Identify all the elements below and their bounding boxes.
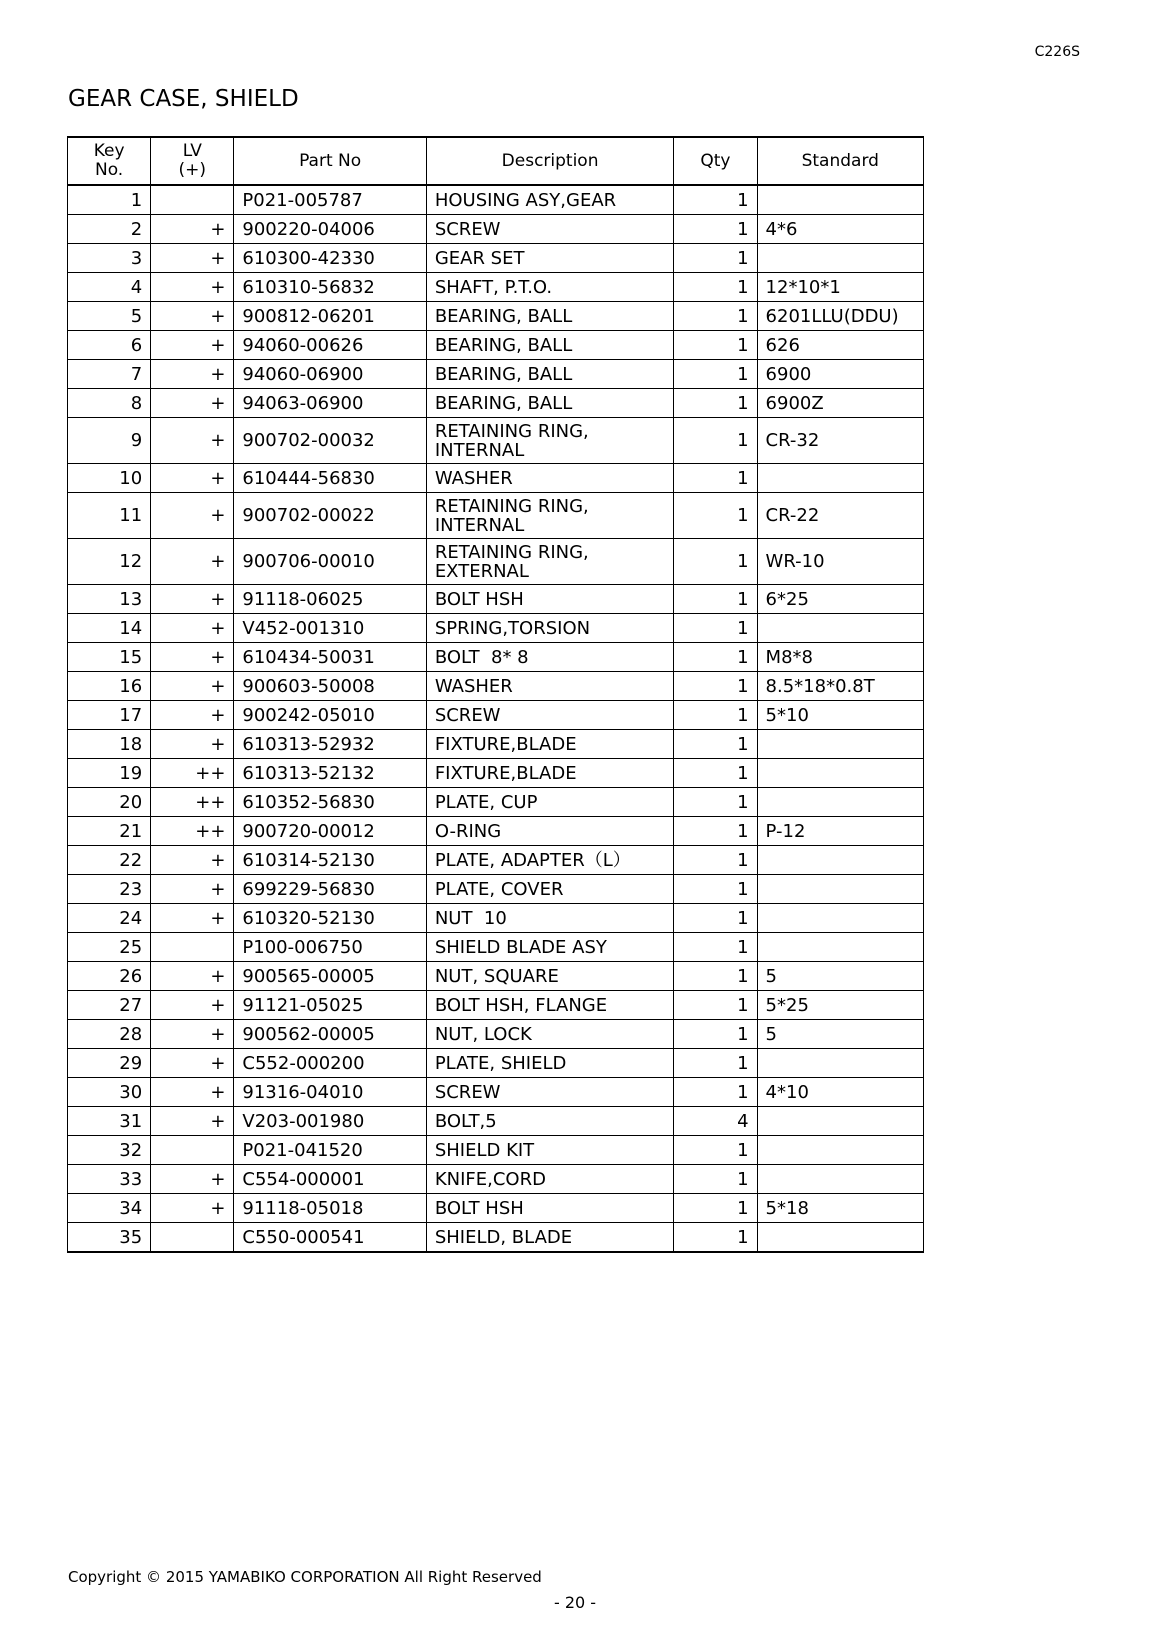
cell-lv: + [151, 1049, 234, 1078]
cell-key-no: 18 [68, 730, 151, 759]
cell-standard [757, 904, 923, 933]
cell-key-no: 35 [68, 1223, 151, 1253]
cell-qty: 1 [674, 1049, 757, 1078]
cell-description: PLATE, CUP [426, 788, 674, 817]
table-row [68, 788, 924, 817]
table-row [68, 539, 924, 585]
parts-table-body [68, 185, 924, 1252]
cell-key-no: 12 [68, 539, 151, 585]
cell-lv: + [151, 846, 234, 875]
cell-standard: 5 [757, 1020, 923, 1049]
cell-lv: ++ [151, 759, 234, 788]
cell-lv: + [151, 1020, 234, 1049]
cell-key-no: 1 [68, 185, 151, 215]
cell-key-no: 33 [68, 1165, 151, 1194]
table-row [68, 759, 924, 788]
cell-part-no: 91118-06025 [234, 585, 426, 614]
cell-lv: + [151, 418, 234, 464]
cell-lv: + [151, 614, 234, 643]
table-row [68, 493, 924, 539]
cell-lv: + [151, 875, 234, 904]
cell-qty: 1 [674, 730, 757, 759]
cell-lv [151, 185, 234, 215]
cell-description: KNIFE,CORD [426, 1165, 674, 1194]
cell-standard [757, 244, 923, 273]
cell-qty: 1 [674, 788, 757, 817]
cell-lv [151, 933, 234, 962]
table-row [68, 1165, 924, 1194]
cell-standard: 4*6 [757, 215, 923, 244]
cell-part-no: 91316-04010 [234, 1078, 426, 1107]
cell-qty: 1 [674, 215, 757, 244]
table-row [68, 875, 924, 904]
cell-part-no: 91121-05025 [234, 991, 426, 1020]
table-row [68, 1136, 924, 1165]
cell-qty: 1 [674, 464, 757, 493]
table-row [68, 360, 924, 389]
cell-key-no: 4 [68, 273, 151, 302]
cell-part-no: 610313-52132 [234, 759, 426, 788]
cell-standard: CR-22 [757, 493, 923, 539]
cell-qty: 1 [674, 360, 757, 389]
table-row [68, 962, 924, 991]
cell-lv: + [151, 331, 234, 360]
cell-key-no: 6 [68, 331, 151, 360]
cell-standard [757, 185, 923, 215]
cell-key-no: 31 [68, 1107, 151, 1136]
cell-part-no: 610300-42330 [234, 244, 426, 273]
table-row [68, 614, 924, 643]
cell-key-no: 7 [68, 360, 151, 389]
cell-qty: 1 [674, 933, 757, 962]
cell-standard [757, 875, 923, 904]
cell-description: GEAR SET [426, 244, 674, 273]
cell-description: NUT 10 [426, 904, 674, 933]
cell-qty: 1 [674, 585, 757, 614]
cell-key-no: 29 [68, 1049, 151, 1078]
cell-part-no: 610434-50031 [234, 643, 426, 672]
cell-standard: P-12 [757, 817, 923, 846]
cell-description: RETAINING RING, INTERNAL [426, 493, 674, 539]
cell-standard: 6900 [757, 360, 923, 389]
cell-lv: + [151, 464, 234, 493]
table-row [68, 331, 924, 360]
parts-table [67, 136, 924, 1253]
cell-description: NUT, SQUARE [426, 962, 674, 991]
cell-description: WASHER [426, 672, 674, 701]
cell-part-no: 610313-52932 [234, 730, 426, 759]
cell-description: SHIELD KIT [426, 1136, 674, 1165]
cell-lv: + [151, 493, 234, 539]
table-row [68, 389, 924, 418]
cell-qty: 1 [674, 904, 757, 933]
cell-part-no: 610352-56830 [234, 788, 426, 817]
table-row [68, 1107, 924, 1136]
cell-key-no: 21 [68, 817, 151, 846]
cell-description: NUT, LOCK [426, 1020, 674, 1049]
cell-lv: + [151, 730, 234, 759]
cell-standard: 5 [757, 962, 923, 991]
cell-part-no: 610310-56832 [234, 273, 426, 302]
cell-qty: 1 [674, 185, 757, 215]
cell-lv: + [151, 1107, 234, 1136]
cell-part-no: 900565-00005 [234, 962, 426, 991]
cell-key-no: 2 [68, 215, 151, 244]
header-qty: Qty [674, 137, 757, 185]
cell-key-no: 30 [68, 1078, 151, 1107]
table-row [68, 643, 924, 672]
cell-qty: 1 [674, 418, 757, 464]
cell-part-no: 91118-05018 [234, 1194, 426, 1223]
cell-part-no: 94060-06900 [234, 360, 426, 389]
cell-standard: CR-32 [757, 418, 923, 464]
cell-description: PLATE, SHIELD [426, 1049, 674, 1078]
cell-part-no: 900720-00012 [234, 817, 426, 846]
cell-description: PLATE, ADAPTER（L） [426, 846, 674, 875]
cell-standard [757, 846, 923, 875]
cell-standard [757, 759, 923, 788]
cell-part-no: V452-001310 [234, 614, 426, 643]
cell-standard [757, 1165, 923, 1194]
cell-standard: 5*25 [757, 991, 923, 1020]
cell-description: BEARING, BALL [426, 331, 674, 360]
table-row [68, 1194, 924, 1223]
cell-key-no: 23 [68, 875, 151, 904]
cell-qty: 1 [674, 1020, 757, 1049]
cell-qty: 1 [674, 244, 757, 273]
cell-key-no: 32 [68, 1136, 151, 1165]
cell-qty: 1 [674, 875, 757, 904]
header-lv: LV (+) [151, 137, 234, 185]
cell-standard: 6900Z [757, 389, 923, 418]
cell-standard: 626 [757, 331, 923, 360]
cell-description: PLATE, COVER [426, 875, 674, 904]
cell-lv: + [151, 539, 234, 585]
cell-qty: 1 [674, 1078, 757, 1107]
cell-standard [757, 614, 923, 643]
cell-standard: WR-10 [757, 539, 923, 585]
table-row [68, 1049, 924, 1078]
cell-description: SCREW [426, 1078, 674, 1107]
cell-lv: + [151, 360, 234, 389]
cell-part-no: 94060-00626 [234, 331, 426, 360]
cell-description: BOLT HSH, FLANGE [426, 991, 674, 1020]
cell-part-no: C552-000200 [234, 1049, 426, 1078]
cell-lv: + [151, 643, 234, 672]
cell-description: WASHER [426, 464, 674, 493]
cell-qty: 1 [674, 672, 757, 701]
table-row [68, 585, 924, 614]
table-row [68, 418, 924, 464]
cell-part-no: 699229-56830 [234, 875, 426, 904]
cell-standard [757, 464, 923, 493]
cell-standard [757, 788, 923, 817]
table-row [68, 672, 924, 701]
cell-lv [151, 1223, 234, 1253]
cell-key-no: 19 [68, 759, 151, 788]
cell-qty: 4 [674, 1107, 757, 1136]
cell-part-no: 900706-00010 [234, 539, 426, 585]
cell-lv: + [151, 244, 234, 273]
cell-standard: 6201LLU(DDU) [757, 302, 923, 331]
table-row [68, 904, 924, 933]
cell-standard: 5*10 [757, 701, 923, 730]
cell-standard: 6*25 [757, 585, 923, 614]
cell-part-no: P021-005787 [234, 185, 426, 215]
cell-description: BEARING, BALL [426, 389, 674, 418]
cell-qty: 1 [674, 614, 757, 643]
cell-key-no: 25 [68, 933, 151, 962]
cell-description: O-RING [426, 817, 674, 846]
cell-part-no: C550-000541 [234, 1223, 426, 1253]
table-header-row [68, 137, 924, 185]
cell-key-no: 13 [68, 585, 151, 614]
cell-lv: + [151, 991, 234, 1020]
header-description: Description [426, 137, 674, 185]
cell-key-no: 5 [68, 302, 151, 331]
cell-description: BEARING, BALL [426, 302, 674, 331]
cell-key-no: 3 [68, 244, 151, 273]
cell-description: HOUSING ASY,GEAR [426, 185, 674, 215]
cell-description: SHIELD BLADE ASY [426, 933, 674, 962]
cell-lv: + [151, 273, 234, 302]
cell-standard: 4*10 [757, 1078, 923, 1107]
cell-description: RETAINING RING, EXTERNAL [426, 539, 674, 585]
cell-qty: 1 [674, 539, 757, 585]
page-title: GEAR CASE, SHIELD [68, 86, 299, 112]
cell-description: SHIELD, BLADE [426, 1223, 674, 1253]
table-row [68, 185, 924, 215]
cell-description: FIXTURE,BLADE [426, 759, 674, 788]
cell-qty: 1 [674, 1136, 757, 1165]
cell-lv [151, 1136, 234, 1165]
table-row [68, 846, 924, 875]
cell-qty: 1 [674, 817, 757, 846]
cell-description: SCREW [426, 701, 674, 730]
cell-part-no: 900242-05010 [234, 701, 426, 730]
cell-lv: + [151, 1078, 234, 1107]
cell-key-no: 28 [68, 1020, 151, 1049]
cell-part-no: 610314-52130 [234, 846, 426, 875]
cell-key-no: 22 [68, 846, 151, 875]
cell-part-no: P100-006750 [234, 933, 426, 962]
cell-part-no: C554-000001 [234, 1165, 426, 1194]
cell-key-no: 16 [68, 672, 151, 701]
cell-description: SPRING,TORSION [426, 614, 674, 643]
cell-qty: 1 [674, 701, 757, 730]
cell-key-no: 11 [68, 493, 151, 539]
cell-standard [757, 1223, 923, 1253]
table-row [68, 701, 924, 730]
cell-lv: + [151, 215, 234, 244]
cell-key-no: 17 [68, 701, 151, 730]
cell-key-no: 14 [68, 614, 151, 643]
cell-part-no: 610444-56830 [234, 464, 426, 493]
table-row [68, 1223, 924, 1253]
cell-standard [757, 1049, 923, 1078]
cell-part-no: 900220-04006 [234, 215, 426, 244]
cell-lv: + [151, 1194, 234, 1223]
table-row [68, 244, 924, 273]
cell-qty: 1 [674, 1194, 757, 1223]
cell-key-no: 8 [68, 389, 151, 418]
cell-qty: 1 [674, 1165, 757, 1194]
cell-key-no: 26 [68, 962, 151, 991]
cell-qty: 1 [674, 273, 757, 302]
cell-standard [757, 730, 923, 759]
cell-qty: 1 [674, 991, 757, 1020]
cell-part-no: 900812-06201 [234, 302, 426, 331]
cell-key-no: 24 [68, 904, 151, 933]
cell-qty: 1 [674, 643, 757, 672]
cell-lv: + [151, 1165, 234, 1194]
cell-part-no: 94063-06900 [234, 389, 426, 418]
cell-description: BOLT HSH [426, 585, 674, 614]
cell-lv: + [151, 701, 234, 730]
cell-part-no: 900702-00032 [234, 418, 426, 464]
cell-key-no: 15 [68, 643, 151, 672]
cell-lv: + [151, 904, 234, 933]
table-row [68, 991, 924, 1020]
table-row [68, 215, 924, 244]
cell-description: BOLT HSH [426, 1194, 674, 1223]
cell-qty: 1 [674, 302, 757, 331]
cell-qty: 1 [674, 331, 757, 360]
cell-standard: 12*10*1 [757, 273, 923, 302]
cell-key-no: 27 [68, 991, 151, 1020]
cell-key-no: 34 [68, 1194, 151, 1223]
cell-lv: + [151, 962, 234, 991]
cell-description: SCREW [426, 215, 674, 244]
cell-qty: 1 [674, 493, 757, 539]
cell-standard [757, 1107, 923, 1136]
cell-lv: + [151, 672, 234, 701]
cell-standard: 5*18 [757, 1194, 923, 1223]
model-code: C226S [1034, 44, 1080, 60]
cell-description: BEARING, BALL [426, 360, 674, 389]
cell-lv: + [151, 389, 234, 418]
cell-standard: 8.5*18*0.8T [757, 672, 923, 701]
cell-part-no: V203-001980 [234, 1107, 426, 1136]
cell-lv: + [151, 302, 234, 331]
cell-lv: + [151, 585, 234, 614]
table-row [68, 273, 924, 302]
cell-description: SHAFT, P.T.O. [426, 273, 674, 302]
table-row [68, 1020, 924, 1049]
cell-standard: M8*8 [757, 643, 923, 672]
cell-part-no: 610320-52130 [234, 904, 426, 933]
table-row [68, 933, 924, 962]
cell-description: BOLT,5 [426, 1107, 674, 1136]
table-row [68, 817, 924, 846]
cell-standard [757, 1136, 923, 1165]
cell-key-no: 20 [68, 788, 151, 817]
table-row [68, 1078, 924, 1107]
table-row [68, 302, 924, 331]
header-key-no: Key No. [68, 137, 151, 185]
page-number: - 20 - [553, 1593, 597, 1612]
cell-part-no: P021-041520 [234, 1136, 426, 1165]
cell-qty: 1 [674, 962, 757, 991]
cell-part-no: 900603-50008 [234, 672, 426, 701]
table-row [68, 730, 924, 759]
cell-lv: ++ [151, 788, 234, 817]
table-row [68, 464, 924, 493]
cell-description: BOLT 8* 8 [426, 643, 674, 672]
cell-description: FIXTURE,BLADE [426, 730, 674, 759]
cell-qty: 1 [674, 846, 757, 875]
copyright-notice: Copyright © 2015 YAMABIKO CORPORATION All Right Reserved [68, 1568, 542, 1586]
header-part-no: Part No [234, 137, 426, 185]
cell-standard [757, 933, 923, 962]
cell-key-no: 10 [68, 464, 151, 493]
cell-qty: 1 [674, 759, 757, 788]
cell-qty: 1 [674, 1223, 757, 1253]
header-standard: Standard [757, 137, 923, 185]
cell-part-no: 900702-00022 [234, 493, 426, 539]
cell-part-no: 900562-00005 [234, 1020, 426, 1049]
cell-qty: 1 [674, 389, 757, 418]
cell-lv: ++ [151, 817, 234, 846]
cell-description: RETAINING RING, INTERNAL [426, 418, 674, 464]
cell-key-no: 9 [68, 418, 151, 464]
